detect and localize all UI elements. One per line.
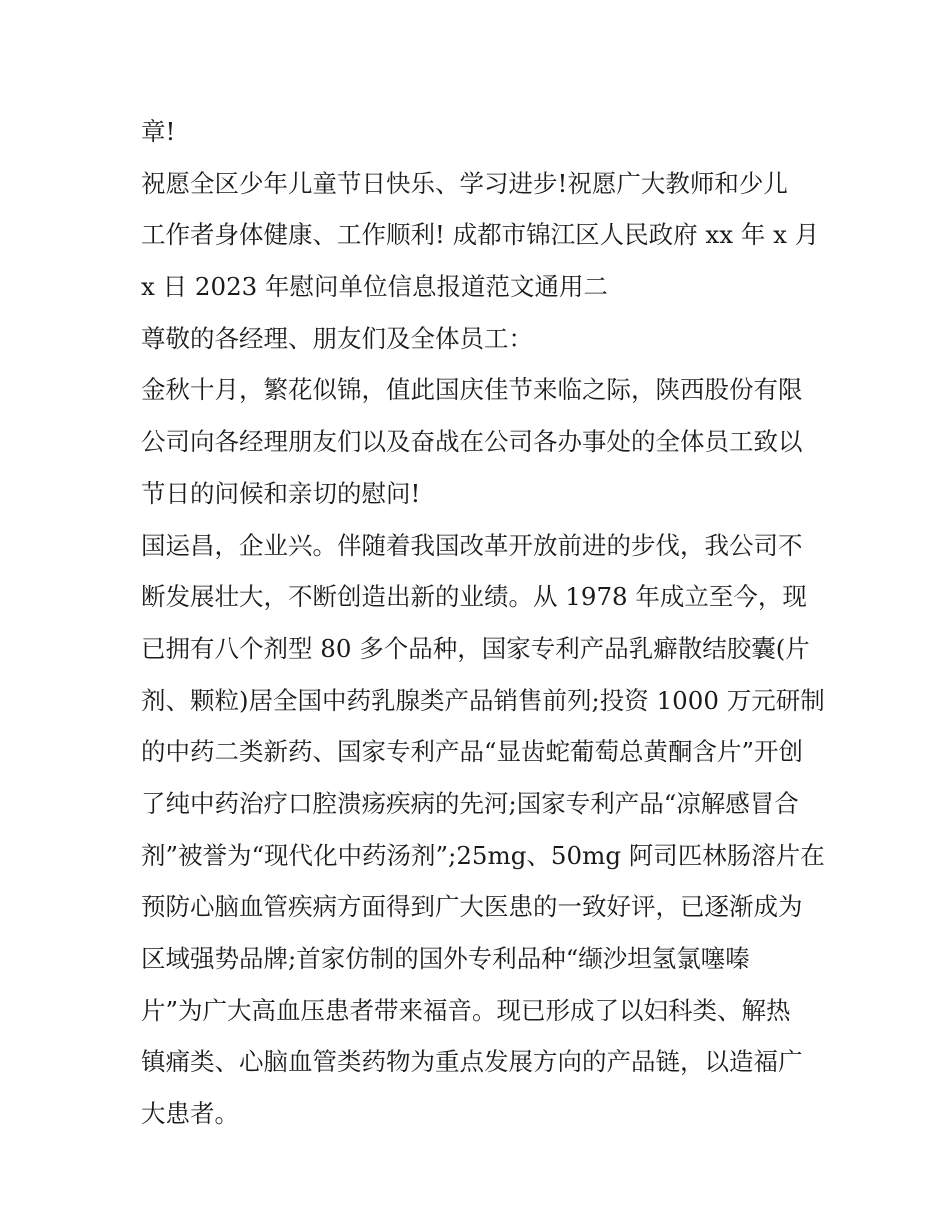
text-line: 预防心脑血管疾病方面得到广大医患的一致好评，已逐渐成为 <box>141 892 803 922</box>
text-line: 工作者身体健康、工作顺利! 成都市锦江区人民政府 xx 年 x 月 <box>141 220 820 250</box>
text-line: 节日的问候和亲切的慰问! <box>141 478 421 508</box>
document-body <box>141 106 825 1140</box>
text-line: 大患者。 <box>141 1099 239 1129</box>
text-line: 祝愿全区少年儿童节日快乐、学习进步!祝愿广大教师和少儿 <box>141 168 788 198</box>
text-line: 断发展壮大，不断创造出新的业绩。从 1978 年成立至今，现 <box>141 582 807 612</box>
text-line: 的中药二类新药、国家专利产品“显齿蛇葡萄总黄酮含片”开创 <box>141 737 804 767</box>
text-line: 尊敬的各经理、朋友们及全体员工： <box>141 323 533 353</box>
text-line: 镇痛类、心脑血管类药物为重点发展方向的产品链，以造福广 <box>141 1047 803 1077</box>
text-line: 剂、颗粒)居全国中药乳腺类产品销售前列;投资 1000 万元研制 <box>141 685 825 715</box>
text-line: 国运昌，企业兴。伴随着我国改革开放前进的步伐，我公司不 <box>141 530 803 560</box>
text-line: 片”为广大高血压患者带来福音。现已形成了以妇科类、解热 <box>141 995 791 1025</box>
text-line: 区域强势品牌;首家仿制的国外专利品种“缬沙坦氢氯噻嗪 <box>141 944 750 973</box>
text-line: 公司向各经理朋友们以及奋战在公司各办事处的全体员工致以 <box>141 427 803 457</box>
text-line: 章! <box>141 117 176 146</box>
text-line: x 日 2023 年慰问单位信息报道范文通用二 <box>141 272 609 302</box>
text-line: 金秋十月，繁花似锦，值此国庆佳节来临之际，陕西股份有限 <box>141 375 803 405</box>
text-line: 了纯中药治疗口腔溃疡疾病的先河;国家专利产品“凉解感冒合 <box>141 788 799 818</box>
text-line: 已拥有八个剂型 80 多个品种，国家专利产品乳癖散结胶囊(片 <box>141 633 810 663</box>
text-line: 剂”被誉为“现代化中药汤剂”;25mg、50mg 阿司匹林肠溶片在 <box>141 840 825 870</box>
